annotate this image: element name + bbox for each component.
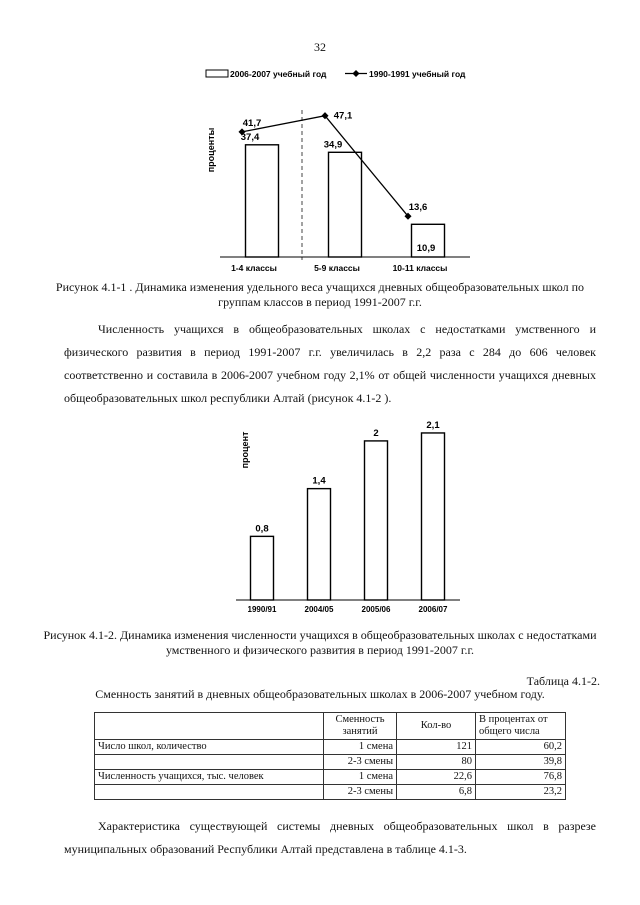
legend-line-marker [352, 70, 359, 77]
table-row [95, 770, 566, 785]
bar-share [422, 433, 445, 600]
legend [206, 69, 466, 79]
line-value-label: 13,6 [408, 202, 428, 214]
x-tick-label: 2005/06 [361, 605, 391, 614]
legend-label-line: 1990-1991 учебный год [369, 69, 466, 79]
table-row [95, 755, 566, 770]
table-row [95, 740, 566, 755]
bar-2006-2007 [329, 152, 362, 257]
paragraph-1: Численность учащихся в общеобразовательных школах с недостатками умственного и физического развития в период 1991-2007 г.г. увеличилась в 2,2 раза с 284 до 606 человек соответственно и составила в 2006-2007 учебном году 2,1% от общей численности учащихся дневных общеобразовательных школ республики Алтай (рисунок 4.1-2 ). [64, 322, 596, 405]
table-cell: 23,2 [476, 785, 566, 800]
table-cell: Число школ, количество [95, 740, 324, 755]
bar-2006-2007 [246, 145, 279, 257]
y-axis-label-2: процент [240, 431, 250, 469]
table-cell: 2-3 смены [324, 785, 397, 800]
table-cell: 1 смена [324, 770, 397, 785]
bar-value-label: 34,9 [323, 139, 343, 151]
table-cell: 1 смена [324, 740, 397, 755]
table-cell: 6,8 [397, 785, 476, 800]
header-cell: В процентах от общего числа [476, 713, 566, 740]
bar-value-label: 10,9 [416, 243, 436, 254]
bar-value-label: 2 [373, 427, 379, 439]
bar-share [308, 489, 331, 600]
table-header-row [95, 713, 566, 740]
y-axis-label: проценты [206, 127, 216, 173]
table-cell [95, 785, 324, 800]
bar-value-label: 0,8 [255, 523, 269, 535]
table-title: Сменность занятий в дневных общеобразовательных школах в 2006-2007 учебном году. [95, 687, 545, 701]
table-cell: 121 [397, 740, 476, 755]
legend-bar-swatch [206, 70, 228, 77]
bar-share [251, 536, 274, 600]
table-cell: Численность учащихся, тыс. человек [95, 770, 324, 785]
x-tick-label: 5-9 классы [314, 263, 360, 273]
shift-table [94, 712, 566, 800]
bar-value-label: 37,4 [240, 131, 260, 143]
paragraph-2: Характеристика существующей системы дневных общеобразовательных школ в разрезе муниципальных образований Республики Алтай представлена в таблице 4.1-3. [64, 819, 596, 856]
figure2-caption: Рисунок 4.1-2. Динамика изменения численности учащихся в общеобразовательных школах с недостатками умственного и физического развития в период 1991-2007 г.г. [43, 628, 597, 657]
table-cell: 80 [397, 755, 476, 770]
x-tick-label: 2006/07 [418, 605, 448, 614]
bar-value-label: 2,1 [426, 419, 440, 431]
table-cell: 39,8 [476, 755, 566, 770]
bar-value-label: 1,4 [312, 475, 326, 487]
table-number: Таблица 4.1-2. [526, 674, 600, 688]
line-value-label: 41,7 [242, 117, 262, 129]
line-value-label: 47,1 [333, 110, 353, 122]
table-row [95, 785, 566, 800]
x-tick-label: 1990/91 [247, 605, 277, 614]
header-cell: Сменность занятий [324, 713, 397, 740]
figure1-caption: Рисунок 4.1-1 . Динамика изменения удельного веса учащихся дневных общеобразовательных школ по группам классов в период 1991-2007 г.г. [55, 280, 585, 309]
table-cell [95, 755, 324, 770]
legend-label-bars: 2006-2007 учебный год [230, 69, 327, 79]
table-cell: 2-3 смены [324, 755, 397, 770]
bar-share [365, 441, 388, 600]
chart-class-groups [0, 60, 640, 280]
header-cell: Кол-во [397, 713, 476, 740]
chart-special-schools [0, 410, 640, 620]
page-number: 32 [314, 40, 326, 54]
x-tick-label: 2004/05 [304, 605, 334, 614]
table-cell: 22,6 [397, 770, 476, 785]
table-cell: 76,8 [476, 770, 566, 785]
table-cell: 60,2 [476, 740, 566, 755]
x-tick-label: 1-4 классы [231, 263, 277, 273]
header-cell [95, 713, 324, 740]
x-tick-label: 10-11 классы [392, 263, 448, 273]
